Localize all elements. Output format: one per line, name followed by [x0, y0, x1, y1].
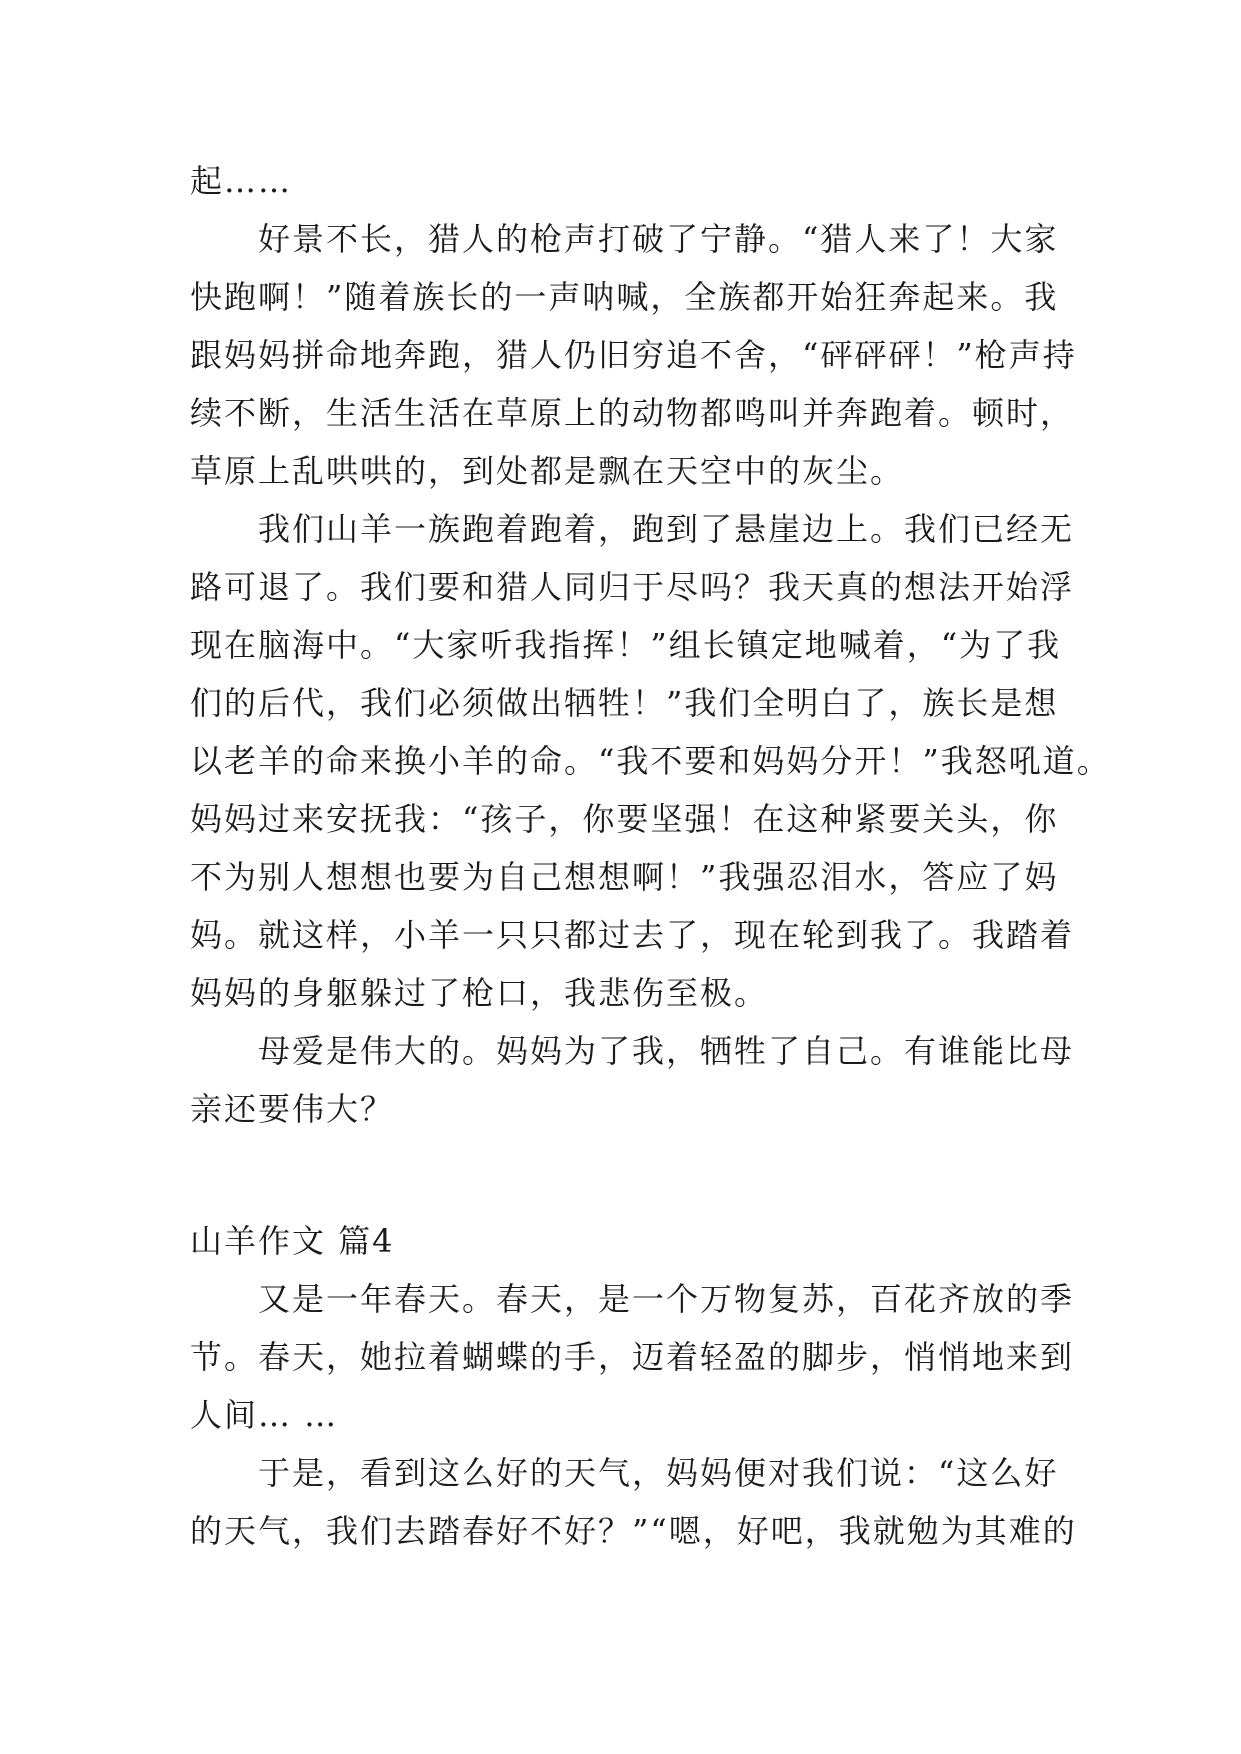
text-line: 好景不长，猎人的枪声打破了宁静。“猎人来了！大家: [190, 220, 1059, 258]
essay-body-next: [190, 1270, 1077, 1560]
text-line: 妈妈过来安抚我：“孩子，你要坚强！在这种紧要关头，你: [190, 800, 1059, 838]
text-line: 妈妈的身躯躲过了枪口，我悲伤至极。: [190, 974, 769, 1012]
text-line: 草原上乱哄哄的，到处都是飘在天空中的灰尘。: [190, 452, 905, 490]
text-line: 我们山羊一族跑着跑着，跑到了悬崖边上。我们已经无: [190, 510, 1075, 548]
text-line: 不为别人想想也要为自己想想啊！”我强忍泪水，答应了妈: [190, 858, 1059, 896]
section-heading: 山羊作文 篇4: [190, 1222, 395, 1260]
text-line: 以老羊的命来换小羊的命。“我不要和妈妈分开！”我怒吼道。: [190, 742, 1111, 780]
text-line: 母爱是伟大的。妈妈为了我，牺牲了自己。有谁能比母: [190, 1032, 1075, 1070]
section-gap: [190, 1138, 1060, 1212]
text-line: 快跑啊！”随着族长的一声呐喊，全族都开始狂奔起来。我: [190, 278, 1059, 316]
text-line: 们的后代，我们必须做出牺牲！”我们全明白了，族长是想: [190, 684, 1059, 722]
text-line: 又是一年春天。春天，是一个万物复苏，百花齐放的季: [190, 1280, 1075, 1318]
text-line: 妈。就这样，小羊一只只都过去了，现在轮到我了。我踏着: [190, 916, 1075, 954]
text-line: 于是，看到这么好的天气，妈妈便对我们说：“这么好: [190, 1454, 1059, 1492]
text-line: 路可退了。我们要和猎人同归于尽吗？我天真的想法开始浮: [190, 568, 1075, 606]
text-line: 跟妈妈拼命地奔跑，猎人仍旧穷追不舍，“砰砰砰！”枪声持: [190, 336, 1077, 374]
text-line: 起……: [190, 162, 293, 200]
text-line: 亲还要伟大？: [190, 1090, 395, 1128]
text-line: 节。春天，她拉着蝴蝶的手，迈着轻盈的脚步，悄悄地来到: [190, 1338, 1075, 1376]
text-line: 现在脑海中。“大家听我指挥！”组长镇定地喊着，“为了我: [190, 626, 1062, 664]
document-page: [190, 152, 1111, 1560]
essay-body-previous: [190, 152, 1111, 1138]
text-line: 人间… …: [190, 1396, 339, 1434]
text-line: 的天气，我们去踏春好不好？”“嗯，好吧，我就勉为其难的: [190, 1512, 1077, 1550]
text-line: 续不断，生活生活在草原上的动物都鸣叫并奔跑着。顿时，: [190, 394, 1075, 432]
